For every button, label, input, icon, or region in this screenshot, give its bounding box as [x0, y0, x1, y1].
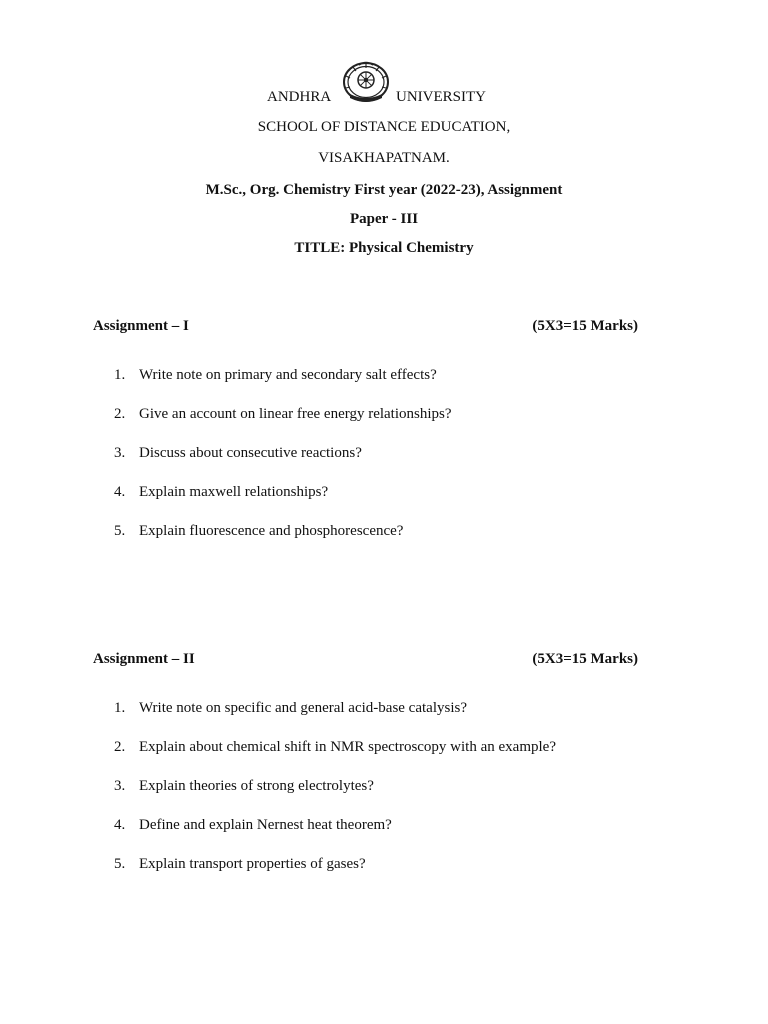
question-number: 4. [114, 817, 126, 833]
university-emblem-icon [341, 60, 391, 106]
list-item [114, 698, 674, 737]
university-name-left: ANDHRA [267, 89, 332, 105]
list-item [114, 815, 674, 854]
school-name: SCHOOL OF DISTANCE EDUCATION, [257, 119, 511, 135]
assignment-2-title: Assignment – II [93, 651, 195, 667]
question-number: 4. [114, 484, 126, 500]
list-item [114, 737, 674, 776]
question-number: 2. [114, 739, 126, 755]
paper-title: Paper - III [349, 211, 419, 227]
question-text: Write note on primary and secondary salt effects? [139, 367, 437, 383]
question-text: Give an account on linear free energy relationships? [139, 406, 452, 422]
assignment-2-marks: (5X3=15 Marks) [532, 651, 638, 667]
question-number: 5. [114, 523, 126, 539]
city-name: VISAKHAPATNAM. [318, 150, 450, 166]
question-number: 5. [114, 856, 126, 872]
question-number: 1. [114, 700, 126, 716]
assignment-1-marks: (5X3=15 Marks) [532, 318, 638, 334]
list-item [114, 854, 674, 893]
assignment-1-header [93, 316, 638, 336]
course-title: M.Sc., Org. Chemistry First year (2022-23), Assignment [205, 182, 563, 198]
list-item [114, 776, 674, 815]
question-text: Explain fluorescence and phosphorescence? [139, 523, 404, 539]
list-item [114, 365, 674, 404]
assignment-2-questions [114, 698, 674, 893]
question-text: Discuss about consecutive reactions? [139, 445, 362, 461]
subject-title: TITLE: Physical Chemistry [294, 240, 474, 256]
question-text: Explain transport properties of gases? [139, 856, 366, 872]
question-text: Define and explain Nernest heat theorem? [139, 817, 392, 833]
list-item [114, 521, 674, 560]
list-item [114, 482, 674, 521]
question-number: 1. [114, 367, 126, 383]
question-text: Explain maxwell relationships? [139, 484, 329, 500]
assignment-1-title: Assignment – I [93, 318, 189, 334]
question-text: Write note on specific and general acid-base catalysis? [139, 700, 467, 716]
assignment-1-questions [114, 365, 674, 560]
question-number: 3. [114, 778, 126, 794]
question-text: Explain theories of strong electrolytes? [139, 778, 374, 794]
question-text: Explain about chemical shift in NMR spectroscopy with an example? [139, 739, 556, 755]
question-number: 3. [114, 445, 126, 461]
assignment-2-header [93, 649, 638, 669]
university-header [0, 60, 768, 110]
list-item [114, 404, 674, 443]
list-item [114, 443, 674, 482]
question-number: 2. [114, 406, 126, 422]
university-name-right: UNIVERSITY [396, 89, 486, 105]
